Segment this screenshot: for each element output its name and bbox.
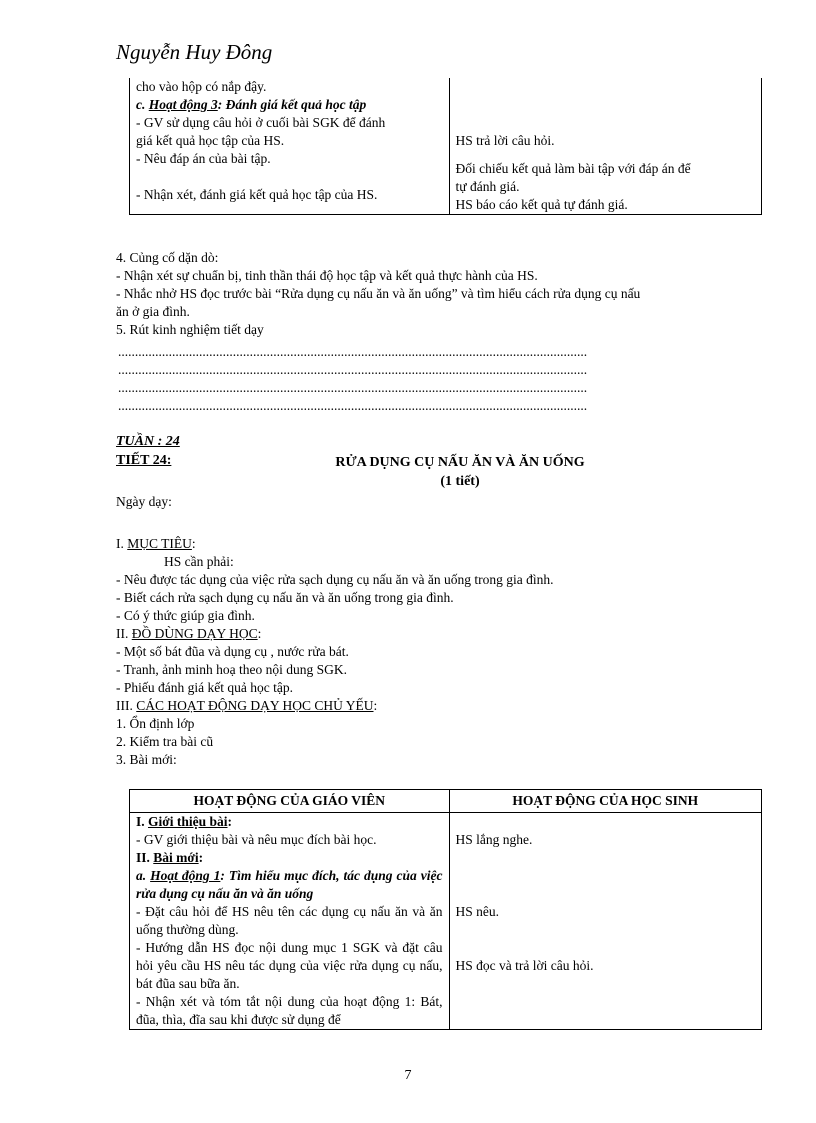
- student-activity-cell: [449, 78, 761, 215]
- list-item: - Phiếu đánh giá kết quả học tập.: [116, 680, 293, 695]
- text-line: 5. Rút kinh nghiệm tiết dạy: [116, 322, 264, 337]
- text-line: tự đánh giá.: [455, 179, 520, 194]
- activity-prefix: c.: [136, 97, 149, 112]
- text-line: HS đọc và trả lời câu hỏi.: [455, 958, 594, 973]
- list-item: - Có ý thức giúp gia đình.: [116, 608, 255, 623]
- new-lesson-label: Bài mới: [153, 850, 199, 865]
- list-item: 1. Ổn định lớp: [116, 716, 195, 731]
- section-number: II.: [116, 626, 132, 641]
- text-line: giá kết quả học tập của HS.: [136, 133, 285, 148]
- activity-1-label: Hoạt động 1: [150, 868, 221, 883]
- text-line: - GV sử dụng câu hỏi ở cuối bài SGK để đánh: [136, 115, 386, 130]
- text-line: - GV giới thiệu bài và nêu mục đích bài học.: [136, 832, 377, 847]
- colon: :: [257, 626, 262, 641]
- list-item: - Đặt câu hỏi để HS nêu tên các dụng cụ nấu ăn và ăn uống thường dùng.: [136, 904, 443, 937]
- activity-3-heading: [136, 96, 443, 114]
- dotted-line: ...........................................................................................................................................: [118, 344, 588, 359]
- objectives-intro: HS cần phải:: [164, 554, 234, 569]
- activity-3-title: : Đánh giá kết quả học tập: [217, 97, 367, 112]
- teacher-column-header: HOẠT ĐỘNG CỦA GIÁO VIÊN: [130, 790, 450, 813]
- intro-label: Giới thiệu bài: [148, 814, 228, 829]
- materials-title: ĐỒ DÙNG DẠY HỌC: [131, 626, 258, 641]
- dotted-line: ...........................................................................................................................................: [118, 380, 588, 395]
- list-item: - Biết cách rửa sạch dụng cụ nấu ăn và ăn uống trong gia đình.: [116, 590, 454, 605]
- text-line: HS báo cáo kết quả tự đánh giá.: [455, 197, 628, 212]
- list-item: - Nêu được tác dụng của việc rửa sạch dụng cụ nấu ăn và ăn uống trong gia đình.: [116, 572, 554, 587]
- student-activity-cell: [449, 813, 761, 1030]
- student-column-header: HOẠT ĐỘNG CỦA HỌC SINH: [449, 790, 761, 813]
- lesson-title-text: RỬA DỤNG CỤ NẤU ĂN VÀ ĂN UỐNG: [335, 455, 585, 470]
- section-number: III.: [116, 698, 137, 713]
- colon: :: [191, 536, 196, 551]
- new-lesson-heading: [136, 849, 443, 867]
- objectives-title: MỤC TIÊU: [127, 536, 192, 551]
- colon: :: [198, 850, 204, 865]
- activity-prefix: a.: [136, 868, 151, 883]
- dotted-line: ...........................................................................................................................................: [118, 398, 588, 413]
- text-line: - Nhắc nhở HS đọc trước bài “Rửa dụng cụ nấu ăn và ăn uống” và tìm hiểu cách rửa dụng cụ nấu: [116, 286, 641, 301]
- notes-dotted-lines: [118, 343, 718, 415]
- activity-table-continued: [129, 78, 762, 215]
- date-line: Ngày dạy:: [116, 494, 172, 509]
- period-label: TIẾT 24:: [116, 453, 172, 468]
- text-line: - Nhận xét, đánh giá kết quả học tập của HS.: [136, 187, 378, 202]
- lesson-duration: (1 tiết): [440, 474, 480, 489]
- list-item: - Một số bát đũa và dụng cụ , nước rửa bát.: [116, 644, 349, 659]
- author-signature: Nguyễn Huy Đông: [116, 40, 273, 64]
- text-line: HS nêu.: [455, 904, 500, 919]
- list-item: - Hướng dẫn HS đọc nội dung mục 1 SGK và đặt câu hỏi yêu cầu HS nêu tác dụng của việc rửa dụng cụ nấu, bát đũa sau bữa ăn.: [136, 940, 443, 991]
- lesson-plan-body: [116, 535, 762, 769]
- text-line: HS trả lời câu hỏi.: [455, 133, 555, 148]
- teacher-activity-cell: [130, 78, 450, 215]
- teacher-activity-cell: [130, 813, 450, 1030]
- week-label: TUẦN : 24: [116, 434, 180, 449]
- colon: :: [373, 698, 378, 713]
- intro-heading: [136, 813, 443, 831]
- materials-heading: [116, 625, 762, 643]
- list-item: - Tranh, ảnh minh hoạ theo nội dung SGK.: [116, 662, 347, 677]
- activity-table: [129, 789, 762, 1030]
- text-line: Đối chiếu kết quả làm bài tập với đáp án để: [455, 161, 691, 176]
- section-number: I.: [136, 814, 149, 829]
- page-number: 7: [404, 1068, 412, 1083]
- activities-heading: [116, 697, 762, 715]
- objectives-heading: [116, 535, 762, 553]
- text-line: ăn ở gia đình.: [116, 304, 190, 319]
- activities-title: CÁC HOẠT ĐỘNG DẠY HỌC CHỦ YẾU: [136, 698, 374, 713]
- text-line: cho vào hộp có nắp đậy.: [136, 79, 267, 94]
- dotted-line: ...........................................................................................................................................: [118, 362, 588, 377]
- text-line: 4. Củng cố dặn dò:: [116, 250, 219, 265]
- text-line: - Nhận xét sự chuẩn bị, tinh thần thái độ học tập và kết quả thực hành của HS.: [116, 268, 538, 283]
- activity-1-heading: [136, 867, 443, 903]
- text-line: HS lắng nghe.: [455, 832, 533, 847]
- consolidation-section: [116, 249, 762, 339]
- activity-1-title: : Tìm hiểu mục đích, tác dụng của việc rửa dụng cụ nấu ăn và ăn uống: [136, 868, 443, 901]
- list-item: - Nhận xét và tóm tắt nội dung của hoạt động 1: Bát, đũa, thìa, đĩa sau khi được sử dụng để: [136, 994, 443, 1027]
- text-line: - Nêu đáp án của bài tập.: [136, 151, 271, 166]
- list-item: 3. Bài mới:: [116, 752, 177, 767]
- list-item: 2. Kiểm tra bài cũ: [116, 734, 214, 749]
- activity-3-label: Hoạt động 3: [148, 97, 218, 112]
- section-number: II.: [136, 850, 154, 865]
- section-number: I.: [116, 536, 128, 551]
- lesson-title: [260, 453, 660, 491]
- colon: :: [227, 814, 233, 829]
